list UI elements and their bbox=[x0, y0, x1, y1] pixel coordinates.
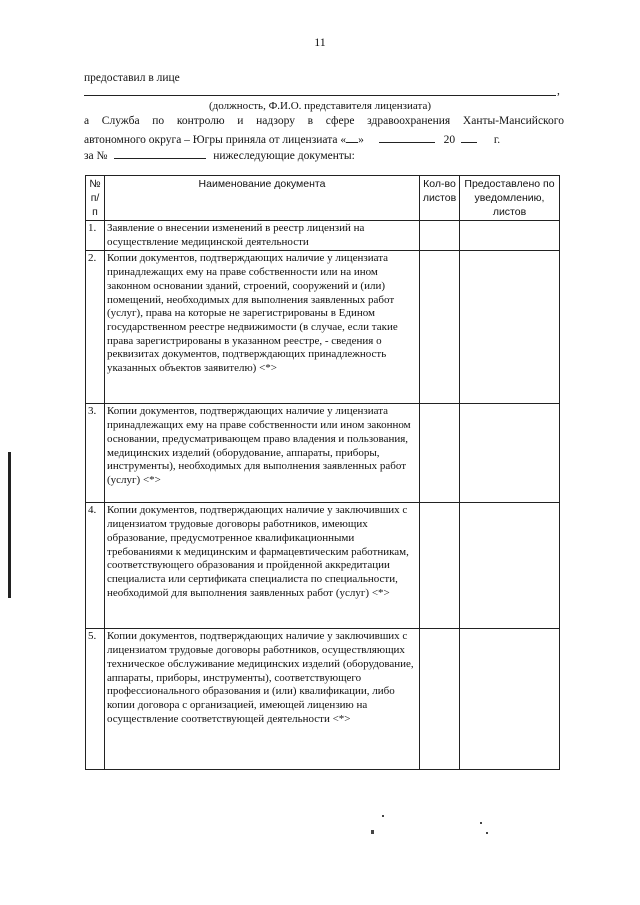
documents-table bbox=[85, 175, 560, 770]
notice-cell[interactable] bbox=[460, 221, 560, 251]
pages-cell[interactable] bbox=[420, 629, 460, 770]
header-name: Наименование документа bbox=[105, 176, 420, 221]
document-name: Копии документов, подтверждающих наличие у заключивших с лицензиатом трудовые договоры работников, осуществляющих техническое обслуживание медицинских изделий (оборудование, аппараты, приборы, инструменты), соответствующего профессионального образования и (или) квалификации, либо копии договора с организацией, имеющей лицензию на осуществление соответствующей деятельности <*> bbox=[105, 629, 420, 770]
notice-cell[interactable] bbox=[460, 629, 560, 770]
documents-table-wrap bbox=[85, 175, 560, 770]
notice-cell[interactable] bbox=[460, 503, 560, 629]
page-number: 11 bbox=[314, 35, 326, 49]
header-notice: Предоставлено по уведомлению, листов bbox=[460, 176, 560, 221]
documents-intro: нижеследующие документы: bbox=[213, 150, 355, 162]
header-pages: Кол-во листов bbox=[420, 176, 460, 221]
day-blank bbox=[346, 131, 358, 143]
table-row bbox=[86, 503, 560, 629]
document-name: Копии документов, подтверждающих наличие у заключивших с лицензиатом трудовые договоры работников, имеющих образование, предусмотренное квалификационными требованиями к медицинским и фармацевтическим работникам, соответствующего образования и пройденной аккредитации специалиста или сертификата специалиста по специальности, необходимой для выполнения заявленных работ (услуг) <*> bbox=[105, 503, 420, 629]
scan-speck bbox=[371, 830, 374, 834]
date-quote-close: » bbox=[358, 134, 364, 146]
year-suffix: г. bbox=[493, 134, 501, 146]
header-num: № п/п bbox=[86, 176, 105, 221]
representative-caption: (должность, Ф.И.О. представителя лицензиата) bbox=[209, 100, 431, 112]
month-blank bbox=[379, 131, 435, 143]
scan-speck bbox=[382, 815, 384, 817]
scan-edge-mark bbox=[8, 452, 11, 598]
date-prefix: автономного округа – Югры приняла от лицензиата « bbox=[84, 134, 347, 146]
year-blank bbox=[461, 131, 477, 143]
table-row bbox=[86, 629, 560, 770]
number-prefix: за № bbox=[84, 150, 108, 162]
row-number: 2. bbox=[86, 251, 105, 404]
document-name: Заявление о внесении изменений в реестр лицензий на осуществление медицинской деятельности bbox=[105, 221, 420, 251]
row-number: 4. bbox=[86, 503, 105, 629]
year-prefix: 20 bbox=[443, 134, 456, 146]
document-name: Копии документов, подтверждающих наличие у лицензиата принадлежащих ему на праве собственности или ином законном основании, предусматривающем право владения и пользования, медицинских изделий (оборудование, аппараты, приборы, инструменты), необходимых для выполнения заявленных работ (услуг) <*> bbox=[105, 404, 420, 503]
intro-label: предоставил в лице bbox=[84, 72, 180, 84]
statement-line-1: а Служба по контролю и надзору в сфере здравоохранения Ханты-Мансийского bbox=[84, 115, 564, 127]
scan-speck bbox=[480, 822, 482, 824]
table-header-row bbox=[86, 176, 560, 221]
row-number: 3. bbox=[86, 404, 105, 503]
pages-cell[interactable] bbox=[420, 404, 460, 503]
document-name: Копии документов, подтверждающих наличие у лицензиата принадлежащих ему на праве собственности или на ином законном основании зданий, строений, сооружений и (или) помещений, необходимых для выполнения заявленных работ (услуг), права на которые не зарегистрированы в Едином государственном реестре недвижимости (в случае, если такие права зарегистрированы в указанном реестре, - сведения о реквизитах документов, подтверждающих принадлежность указанных объектов заявителю) <*> bbox=[105, 251, 420, 404]
pages-cell[interactable] bbox=[420, 221, 460, 251]
row-number: 1. bbox=[86, 221, 105, 251]
notice-cell[interactable] bbox=[460, 404, 560, 503]
statement-line-3 bbox=[84, 147, 564, 162]
representative-fill-line bbox=[84, 95, 556, 96]
notice-cell[interactable] bbox=[460, 251, 560, 404]
table-row bbox=[86, 221, 560, 251]
row-number: 5. bbox=[86, 629, 105, 770]
table-row bbox=[86, 251, 560, 404]
number-blank bbox=[114, 147, 206, 159]
fill-line-comma: , bbox=[557, 85, 560, 97]
pages-cell[interactable] bbox=[420, 251, 460, 404]
pages-cell[interactable] bbox=[420, 503, 460, 629]
statement-line-2 bbox=[84, 131, 564, 146]
scan-speck bbox=[486, 832, 488, 834]
table-row bbox=[86, 404, 560, 503]
